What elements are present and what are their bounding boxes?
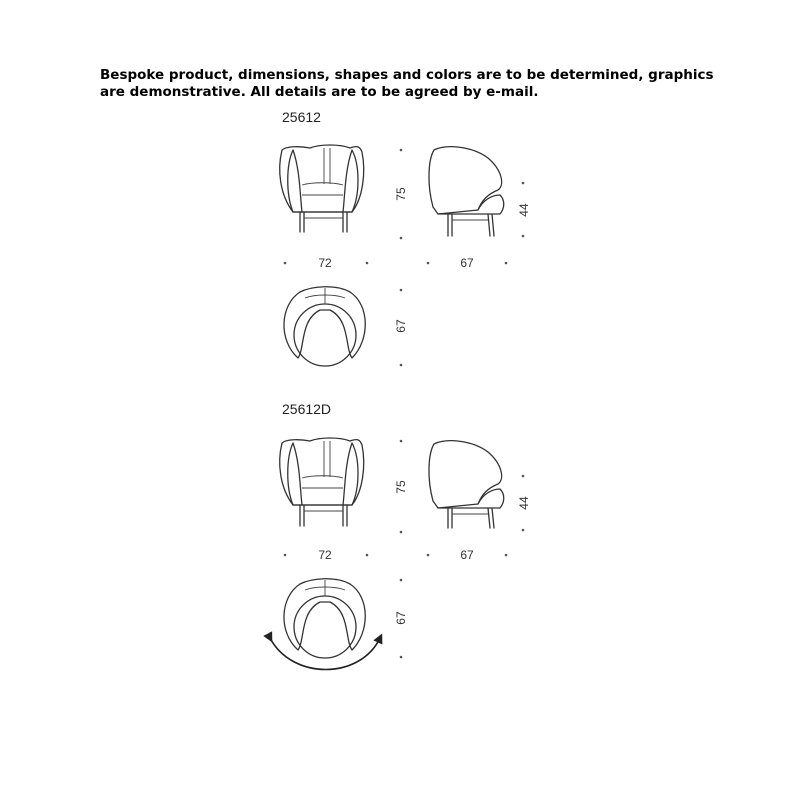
top-view	[284, 579, 365, 658]
front-view	[280, 438, 364, 526]
model-25612	[280, 109, 531, 366]
swivel-arrow-icon	[270, 638, 380, 670]
model-code-label: 25612	[282, 109, 321, 125]
width-dimension: 72	[318, 256, 332, 270]
depth-dimension: 67	[460, 548, 474, 562]
seat-height-dimension: 44	[517, 496, 531, 510]
side-view	[429, 441, 504, 528]
seat-height-dimension: 44	[517, 203, 531, 217]
side-view	[429, 147, 504, 236]
height-dimension: 75	[394, 480, 408, 494]
model-code-label: 25612D	[282, 401, 332, 417]
disclaimer-line-2: are demonstrative. All details are to be agreed by e-mail.	[100, 84, 539, 100]
width-dimension: 72	[318, 548, 332, 562]
depth-dimension: 67	[460, 256, 474, 270]
height-dimension: 75	[394, 187, 408, 201]
plan-depth-dimension: 67	[394, 319, 408, 333]
front-view	[280, 145, 364, 232]
plan-depth-dimension: 67	[394, 611, 408, 625]
model-25612D	[270, 401, 531, 670]
disclaimer-line-1: Bespoke product, dimensions, shapes and colors are to be determined, graphics	[100, 67, 714, 83]
top-view	[284, 287, 365, 366]
